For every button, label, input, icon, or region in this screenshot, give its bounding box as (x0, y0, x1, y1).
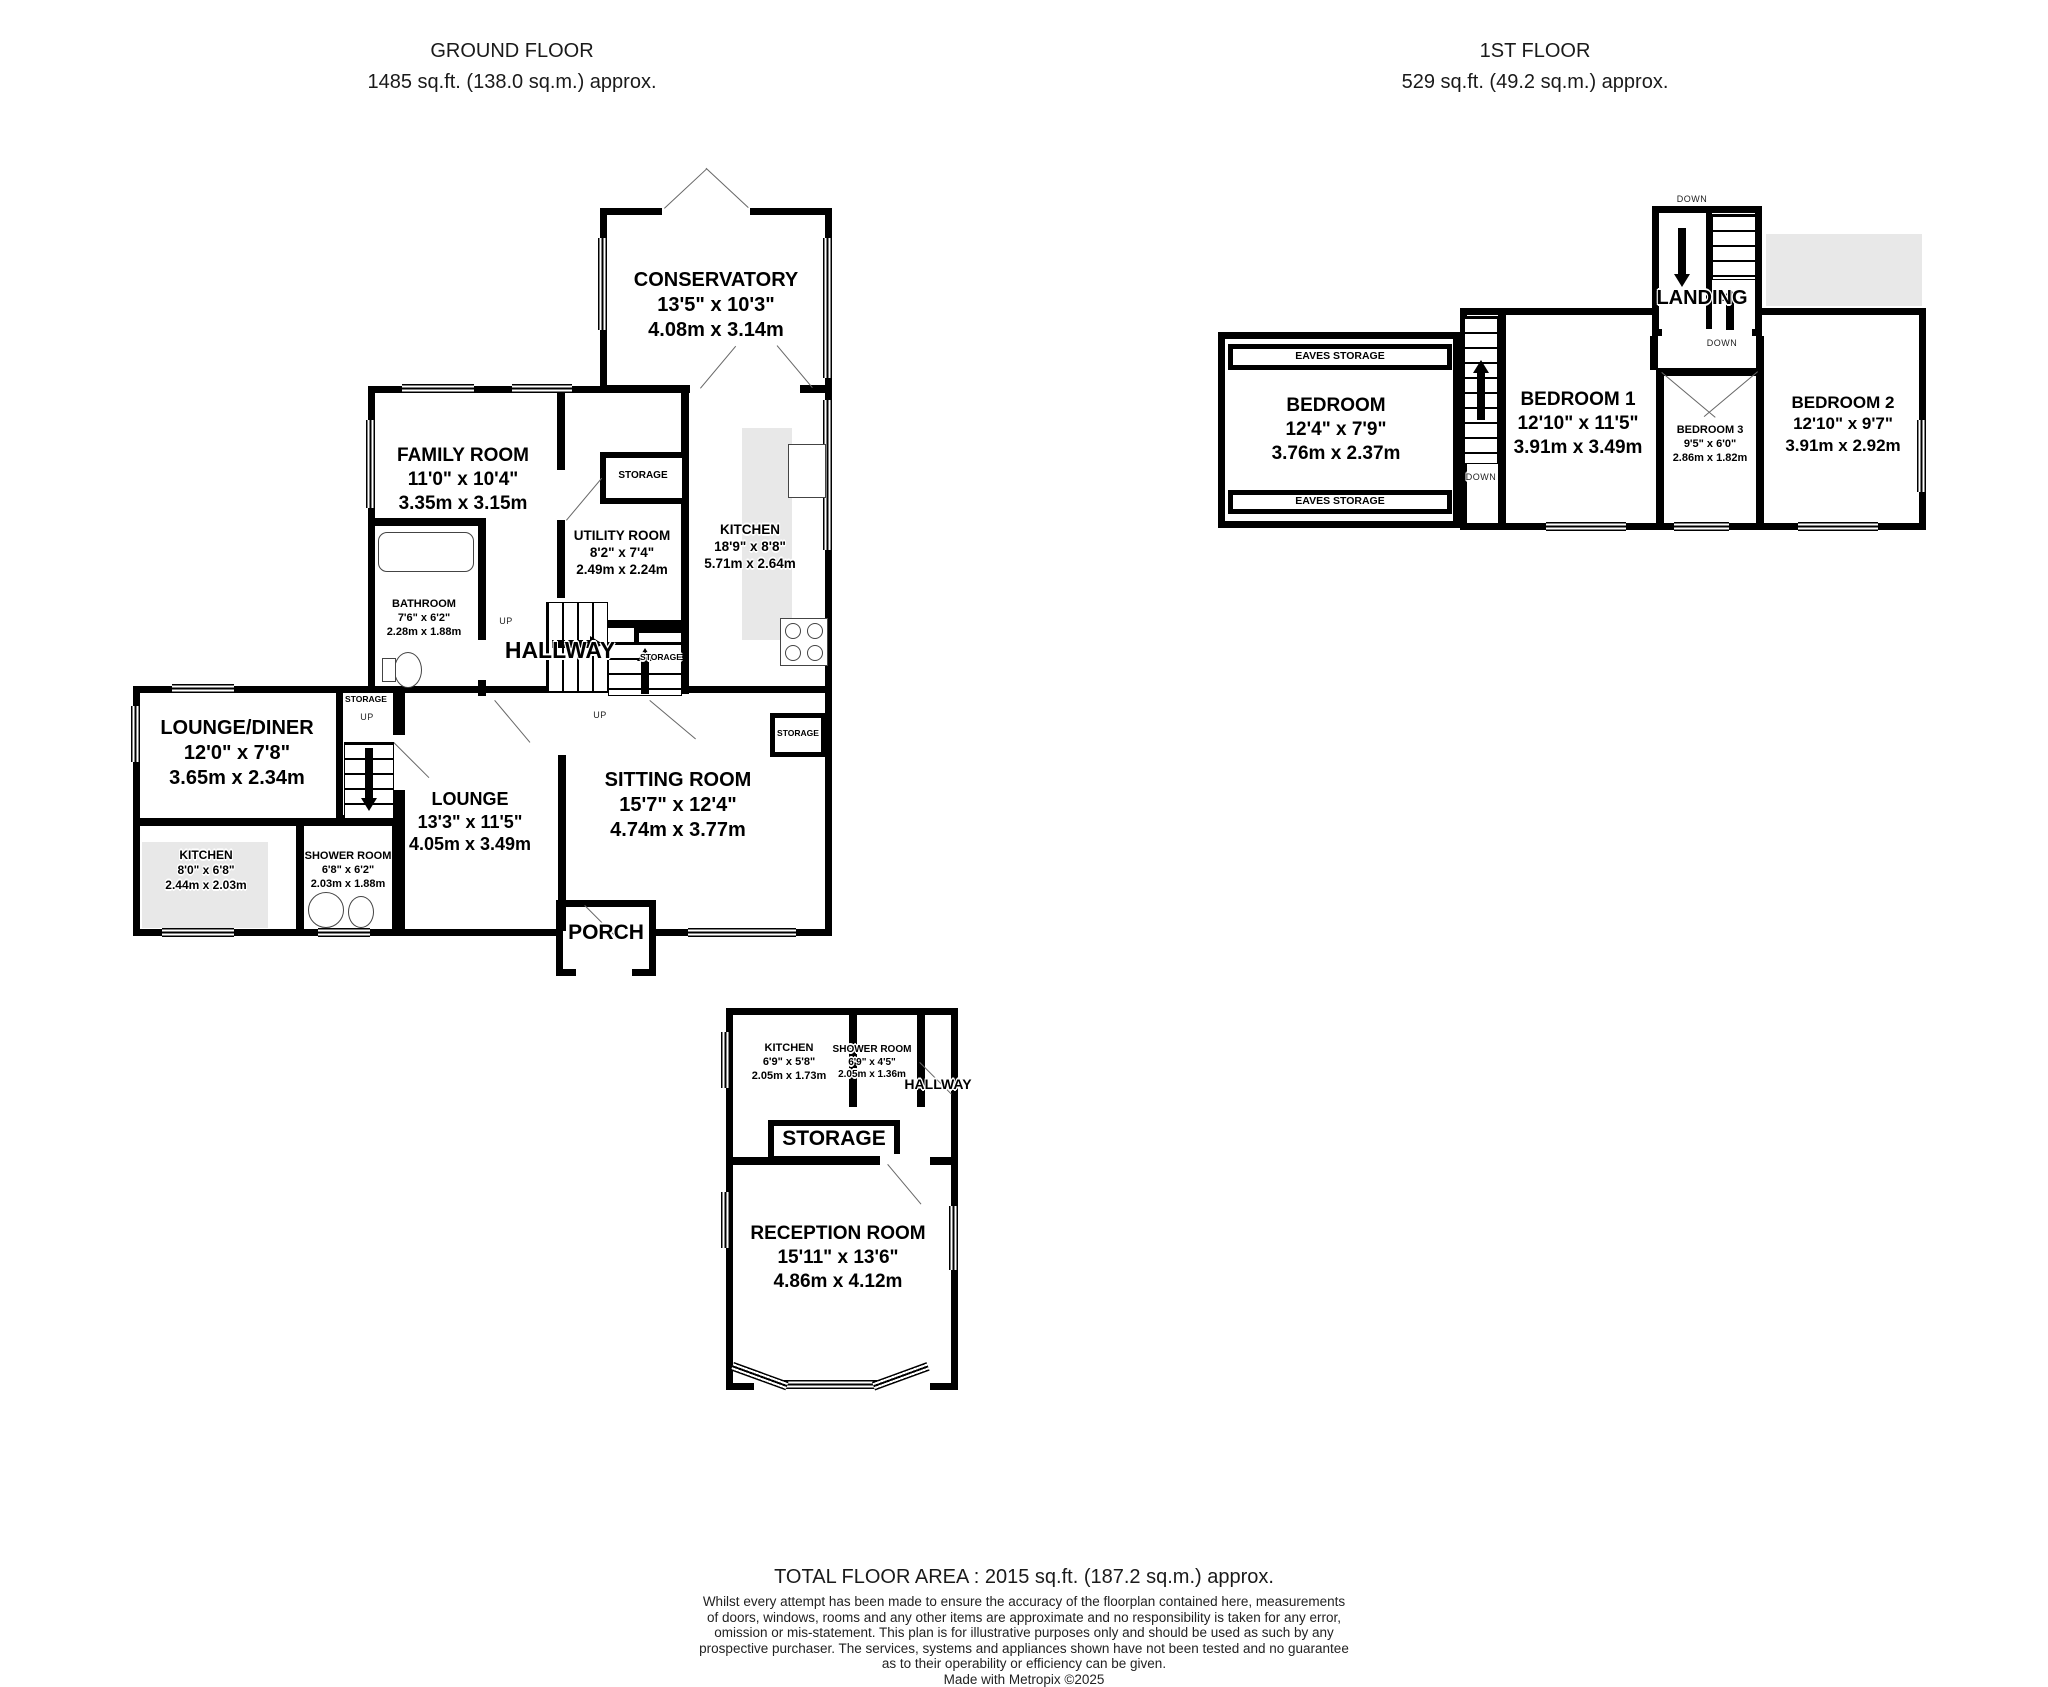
opening-conservatory-doors (662, 202, 750, 216)
window (598, 238, 607, 330)
room-label-kitchen (704, 522, 796, 573)
first-floor-header (1275, 36, 1795, 98)
room-size-metric: 2.86m x 1.82m (1672, 451, 1748, 464)
room-label-bedroom-3 (1673, 424, 1748, 465)
down-label: DOWN (1706, 338, 1738, 348)
room-size-imperial: 6'9" x 4'5" (848, 1056, 896, 1068)
room-size-metric: 3.91m x 2.92m (1785, 435, 1901, 455)
room-size-imperial: 12'0" x 7'8" (183, 742, 291, 764)
window (721, 1032, 730, 1088)
disclaimer-line: prospective purchaser. The services, systems and appliances shown have not been tested and no guarantee (699, 1640, 1349, 1656)
room-label-annexe-shower (833, 1044, 912, 1082)
room-name: BEDROOM 1 (1520, 389, 1636, 410)
window (131, 706, 140, 762)
eaves-roof-shading (1766, 234, 1922, 306)
first-floor-area: 529 sq.ft. (49.2 sq.m.) approx. (1401, 71, 1669, 93)
room-name: FAMILY ROOM (397, 445, 529, 466)
opening-bathroom-door (478, 640, 486, 680)
window (823, 238, 832, 378)
wall-bedroom3-bedroom2 (1756, 368, 1764, 523)
window (172, 684, 234, 693)
room-size-imperial: 11'0" x 10'4" (407, 468, 519, 490)
opening-porch-door (576, 966, 632, 978)
window (1917, 420, 1926, 492)
wall-stairs-bedroom1 (1498, 315, 1506, 523)
ground-floor-area: 1485 sq.ft. (138.0 sq.m.) approx. (367, 71, 657, 93)
room-name: LOUNGE (431, 789, 509, 809)
room-size-metric: 2.44m x 2.03m (165, 878, 247, 892)
room-label-bedroom-1 (1514, 388, 1643, 459)
toilet-icon (348, 896, 374, 928)
room-size-imperial: 12'4" x 7'9" (1285, 418, 1387, 440)
room-label-kitchen-2 (165, 848, 246, 893)
down-arrow-icon (361, 798, 377, 811)
hob-burner-icon (807, 645, 823, 661)
room-size-imperial: 13'3" x 11'5" (417, 811, 523, 832)
room-size-metric: 4.86m x 4.12m (773, 1270, 903, 1292)
room-name: LOUNGE/DINER (160, 717, 314, 739)
room-size-imperial: 6'8" x 6'2" (321, 863, 375, 876)
room-size-imperial: 13'5" x 10'3" (657, 294, 775, 316)
room-name: KITCHEN (719, 522, 780, 537)
room-label-landing: LANDING (1656, 287, 1748, 309)
room-size-metric: 4.74m x 3.77m (610, 819, 746, 841)
room-name: BEDROOM 2 (1791, 393, 1895, 412)
stairs-tower-icon (1712, 214, 1756, 280)
wall-bedroom1-bedroom3 (1656, 368, 1664, 523)
bay-window (782, 1380, 878, 1389)
window (1798, 522, 1878, 531)
room-label-bathroom (387, 598, 462, 639)
room-size-metric: 3.76m x 2.37m (1271, 442, 1401, 464)
total-floor-area: TOTAL FLOOR AREA : 2015 sq.ft. (187.2 sq.m.) approx. (774, 1566, 1274, 1588)
room-label-lounge-diner (160, 716, 313, 791)
room-label-family-room (397, 444, 529, 515)
storage-label: STORAGE (777, 728, 819, 738)
window (318, 928, 370, 937)
up-label: UP (593, 710, 607, 720)
first-floor-title: 1ST FLOOR (1479, 40, 1591, 62)
room-name: CONSERVATORY (633, 269, 799, 291)
room-size-imperial: 6'9" x 5'8" (762, 1055, 816, 1068)
window (162, 928, 234, 937)
room-label-sitting-room (605, 768, 752, 843)
room-name: KITCHEN (179, 848, 233, 862)
up-arrow-icon (1473, 360, 1489, 373)
up-label: UP (499, 616, 513, 626)
window (366, 420, 375, 508)
room-size-imperial: 12'10" x 11'5" (1517, 412, 1639, 434)
room-size-imperial: 8'0" x 6'8" (177, 863, 235, 877)
room-name: KITCHEN (764, 1042, 814, 1054)
room-label-annexe-hallway: HALLWAY (904, 1076, 972, 1092)
room-size-imperial: 15'11" x 13'6" (777, 1246, 899, 1268)
room-name: SHOWER ROOM (832, 1044, 912, 1055)
wall-landing-left (1650, 336, 1658, 370)
hob-burner-icon (785, 623, 801, 639)
sink-icon (788, 444, 826, 498)
room-label-reception (750, 1222, 925, 1293)
room-size-metric: 3.91m x 3.49m (1513, 436, 1643, 458)
storage-label: STORAGE (618, 470, 668, 481)
room-size-metric: 4.05m x 3.49m (408, 834, 532, 854)
hob-burner-icon (807, 623, 823, 639)
room-size-imperial: 7'6" x 6'2" (397, 611, 451, 624)
wall-landing-right (1756, 336, 1764, 370)
room-label-shower-room (305, 850, 392, 891)
room-name: SHOWER ROOM (304, 850, 392, 862)
wall-kitchen2-shower (296, 825, 304, 930)
room-name: BEDROOM 3 (1676, 424, 1744, 436)
disclaimer (664, 1594, 1384, 1672)
toilet-icon (394, 652, 422, 688)
storage-label: STORAGE (640, 652, 682, 662)
window (721, 1192, 730, 1248)
storage-label: STORAGE (345, 694, 387, 704)
window (688, 928, 796, 937)
room-size-metric: 2.05m x 1.73m (751, 1069, 827, 1082)
hob-burner-icon (785, 645, 801, 661)
room-size-metric: 2.05m x 1.36m (838, 1069, 906, 1080)
room-name: SITTING ROOM (604, 769, 752, 791)
toilet-cistern-icon (382, 658, 396, 682)
disclaimer-line: omission or mis-statement. This plan is for illustrative purposes only and should be used as such by any (714, 1625, 1334, 1640)
up-arrow-icon (641, 660, 649, 694)
window (402, 384, 474, 393)
room-size-imperial: 8'2" x 7'4" (589, 544, 655, 560)
room-size-imperial: 15'7" x 12'4" (619, 794, 737, 816)
room-label-porch: PORCH (568, 921, 644, 944)
down-label: DOWN (1676, 194, 1708, 204)
room-name: RECEPTION ROOM (750, 1223, 926, 1244)
room-label-lounge (409, 788, 531, 856)
down-arrow-icon (365, 748, 373, 800)
shower-tray-icon (308, 892, 344, 928)
room-size-imperial: 18'9" x 8'8" (714, 538, 786, 554)
opening-conservatory-kitchen (690, 380, 800, 396)
metropix-credit: Made with Metropix ©2025 (943, 1672, 1105, 1687)
room-size-metric: 2.28m x 1.88m (386, 625, 462, 638)
room-size-metric: 5.71m x 2.64m (704, 555, 796, 571)
up-label: UP (360, 712, 374, 722)
room-label-annexe-storage: STORAGE (782, 1127, 886, 1150)
room-size-metric: 2.03m x 1.88m (310, 877, 386, 890)
window (1674, 522, 1729, 531)
room-label-bedroom (1272, 394, 1401, 465)
room-label-hallway: HALLWAY (504, 637, 616, 663)
disclaimer-line: Whilst every attempt has been made to ensure the accuracy of the floorplan contained here, measurements (702, 1594, 1346, 1609)
room-size-metric: 2.49m x 2.24m (576, 561, 668, 577)
room-size-imperial: 12'10" x 9'7" (1793, 414, 1893, 434)
window (949, 1206, 958, 1270)
up-arrow-icon (1477, 372, 1485, 420)
room-name: BATHROOM (392, 598, 456, 610)
room-size-metric: 3.65m x 2.34m (169, 767, 305, 789)
room-label-conservatory (634, 268, 798, 343)
disclaimer-line: of doors, windows, rooms and any other items are approximate and no responsibility is taken for any error, (706, 1609, 1342, 1625)
down-arrow-icon (1678, 228, 1686, 276)
room-label-annexe-kitchen (752, 1042, 827, 1083)
eaves-storage-label: EAVES STORAGE (1295, 495, 1385, 507)
room-size-imperial: 9'5" x 6'0" (1683, 437, 1737, 450)
window (1546, 522, 1626, 531)
wall-bathroom-top (373, 518, 486, 526)
down-label: DOWN (1465, 472, 1497, 482)
disclaimer-line: as to their operability or efficiency can be given. (881, 1656, 1167, 1671)
room-label-utility-room (574, 528, 671, 579)
ground-floor-header (252, 36, 772, 98)
room-name: BEDROOM (1286, 395, 1386, 416)
room-size-metric: 4.08m x 3.14m (648, 319, 784, 341)
opening-utility-door (557, 470, 565, 520)
room-size-metric: 3.35m x 3.15m (398, 492, 528, 514)
window (512, 384, 572, 393)
room-label-bedroom-2 (1785, 392, 1900, 456)
eaves-storage-label: EAVES STORAGE (1295, 350, 1385, 362)
wall-bedroom3-top (1656, 368, 1764, 376)
ground-floor-title: GROUND FLOOR (430, 40, 594, 62)
wall-lounge-sitting (558, 755, 566, 931)
room-name: UTILITY ROOM (573, 528, 671, 543)
bathtub-icon (378, 532, 474, 572)
